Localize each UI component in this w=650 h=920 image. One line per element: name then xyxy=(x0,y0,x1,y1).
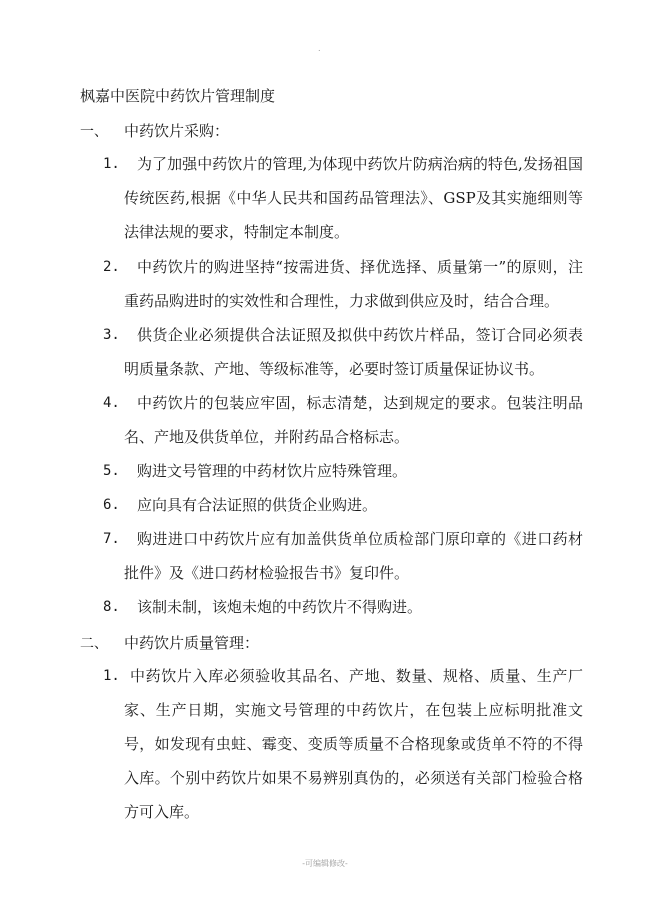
item-number: 4. xyxy=(103,395,120,411)
item-text: 该制未制，该炮未炮的中药饮片不得购进。 xyxy=(137,598,423,616)
section-title: 中药饮片质量管理： xyxy=(124,634,260,652)
item-text: 中药饮片的包装应牢固，标志清楚，达到规定的要求。包装注明品名、产地及供货单位，并附药品合格标志。 xyxy=(124,394,583,446)
document-title: 枫嘉中医院中药饮片管理制度 xyxy=(80,87,276,105)
list-item xyxy=(103,386,583,454)
list-item xyxy=(103,522,583,590)
item-number: 1. xyxy=(103,668,120,684)
list-item xyxy=(103,250,583,318)
section-heading-1 xyxy=(80,121,229,142)
item-text: 应向具有合法证照的供货企业购进。 xyxy=(137,496,378,514)
section-number: 二、 xyxy=(80,636,108,652)
item-number: 5. xyxy=(103,463,120,479)
list-item xyxy=(103,659,583,829)
list-item xyxy=(103,488,583,522)
section-heading-2 xyxy=(80,633,259,654)
item-number: 1. xyxy=(103,156,120,172)
item-text: 中药饮片的购进坚持“按需进货、择优选择、质量第一”的原则，注重药品购进时的实效性和合理性，力求做到供应及时，结合合理。 xyxy=(124,258,583,310)
list-item xyxy=(103,147,583,249)
page-footer: -可编辑修改- xyxy=(302,859,348,868)
section-number: 一、 xyxy=(80,124,108,140)
list-item xyxy=(103,454,583,488)
item-text: 中药饮片入库必须验收其品名、产地、数量、规格、质量、生产厂家、生产日期，实施文号管理的中药饮片，在包装上应标明批准文号，如发现有虫蛀、霉变、变质等质量不合格现象或货单不符的不得入库。个别中药饮片如果不易辨别真伪的，必须送有关部门检验合格方可入库。 xyxy=(124,667,583,821)
item-number: 2. xyxy=(103,259,120,275)
list-item xyxy=(103,318,583,386)
item-text: 为了加强中药饮片的管理,为体现中药饮片防病治病的特色,发扬祖国传统医药,根据《中华人民共和国药品管理法》、GSP及其实施细则等法律法规的要求，特制定本制度。 xyxy=(124,155,583,241)
item-number: 7. xyxy=(103,531,120,547)
item-text: 供货企业必须提供合法证照及拟供中药饮片样品，签订合同必须表明质量条款、产地、等级标准等，必要时签订质量保证协议书。 xyxy=(124,326,583,378)
item-text: 购进进口中药饮片应有加盖供货单位质检部门原印章的《进口药材批件》及《进口药材检验报告书》复印件。 xyxy=(124,530,583,582)
item-text: 购进文号管理的中药材饮片应特殊管理。 xyxy=(137,462,408,480)
item-number: 6. xyxy=(103,497,120,513)
item-number: 3. xyxy=(103,327,120,343)
list-item xyxy=(103,590,583,624)
item-number: 8. xyxy=(103,599,120,615)
section-title: 中药饮片采购： xyxy=(124,122,230,140)
header-mark: . xyxy=(318,44,321,53)
